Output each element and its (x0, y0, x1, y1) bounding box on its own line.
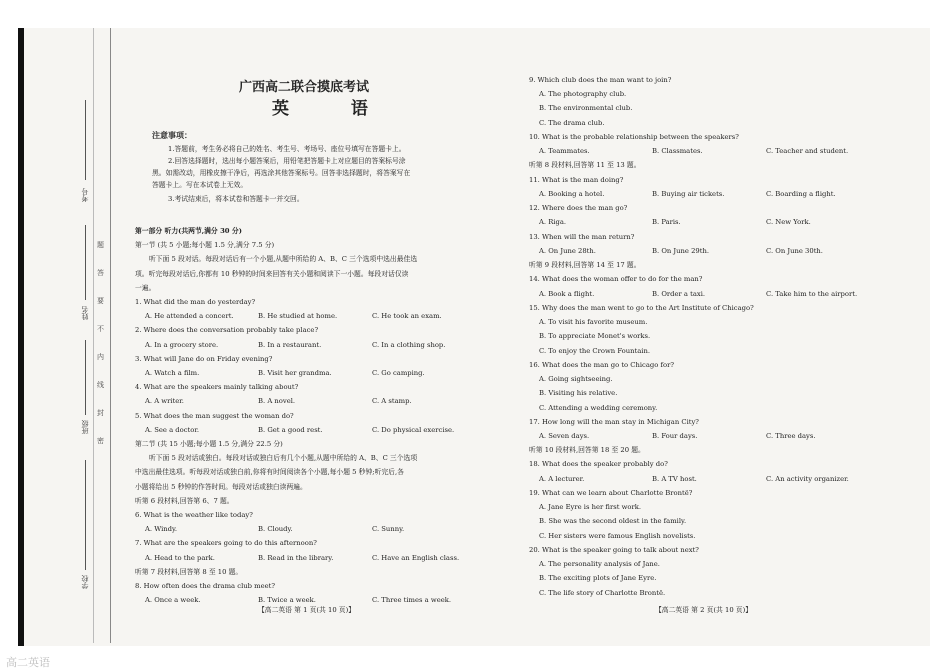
margin-label-exam-number: 考号 (81, 188, 89, 202)
answer-option: B. Classmates. (652, 147, 703, 156)
answer-option: A. Riga. (539, 218, 567, 227)
answer-option: C. Three days. (766, 432, 816, 440)
page-footer-left: 【高二英语 第 1 页(共 10 页)】 (258, 606, 356, 614)
question-text: 11. What is the man doing? (529, 175, 624, 184)
answer-option: B. Order a taxi. (652, 289, 706, 298)
exam-title: 广西高二联合摸底考试 (239, 80, 370, 95)
answer-option: C. A stamp. (372, 397, 412, 406)
answer-option: B. Cloudy. (258, 525, 293, 534)
answer-option: A. Jane Eyre is her first work. (539, 503, 642, 512)
instruction-text: 听下面 5 段对话。每段对话后有一个小题,从题中所给的 A、B、C 三个选项中选出最佳选 (149, 255, 418, 264)
question-text: 4. What are the speakers mainly talking about? (135, 383, 299, 392)
binding-line (110, 28, 111, 643)
instruction-text: 第二节 (共 15 小题;每小题 1.5 分,满分 22.5 分) (135, 440, 283, 448)
answer-option: C. In a clothing shop. (372, 340, 446, 349)
instruction-text: 第一节 (共 5 小题;每小题 1.5 分,满分 7.5 分) (135, 241, 275, 250)
answer-option: B. A novel. (258, 397, 296, 406)
answer-option: C. To enjoy the Crown Fountain. (539, 346, 651, 355)
answer-option: C. Three times a week. (372, 596, 452, 605)
fill-line (85, 460, 86, 570)
answer-option: B. In a restaurant. (258, 340, 322, 349)
question-text: 3. What will Jane do on Friday evening? (135, 354, 273, 363)
answer-option: B. Get a good rest. (258, 425, 323, 434)
question-text: 2. Where does the conversation probably take place? (135, 326, 319, 335)
instruction-text: 一遍。 (135, 283, 156, 292)
answer-option: A. The personality analysis of Jane. (539, 560, 660, 569)
instruction-text: 听下面 5 段对话或独白。每段对话或独白后有几个小题,从题中所给的 A、B、C 三个选项 (149, 454, 418, 463)
seal-char: 题 (97, 241, 104, 249)
instruction-text: 听第 10 段材料,回答第 18 至 20 题。 (529, 446, 645, 455)
fill-line (85, 100, 86, 180)
answer-option: B. Four days. (652, 432, 698, 440)
answer-option: B. Read in the library. (258, 553, 334, 562)
question-text: 16. What does the man go to Chicago for? (529, 360, 675, 369)
answer-option: B. He studied at home. (258, 312, 338, 321)
answer-option: C. Do physical exercise. (372, 425, 455, 434)
question-text: 13. When will the man return? (529, 232, 635, 241)
notes-heading: 注意事项： (152, 130, 192, 140)
notes-line: 黑。如需改动，用橡皮擦干净后，再选涂其他答案标号。回答非选择题时，将答案写在 (152, 169, 411, 177)
answer-option: A. He attended a concert. (145, 312, 234, 321)
binding-line-outer (93, 28, 94, 643)
answer-option: C. Have an English class. (372, 553, 460, 562)
answer-option: A. Going sightseeing. (539, 375, 613, 384)
margin-label-school: 学校 (81, 575, 89, 589)
question-text: 7. What are the speakers going to do this afternoon? (135, 539, 317, 548)
instruction-text: 听第 7 段材料,回答第 8 至 10 题。 (135, 567, 243, 576)
answer-option: B. The environmental club. (539, 104, 633, 113)
instruction-text: 听第 9 段材料,回答第 14 至 17 题。 (529, 261, 641, 270)
answer-option: C. Her sisters were famous English novelists. (539, 531, 696, 540)
answer-option: A. In a grocery store. (145, 340, 219, 349)
seal-char: 不 (97, 325, 104, 333)
answer-option: A. A writer. (145, 397, 184, 406)
question-text: 14. What does the woman offer to do for the man? (529, 275, 703, 284)
answer-option: A. Windy. (145, 525, 178, 534)
answer-option: C. New York. (766, 218, 811, 227)
fill-line (85, 225, 86, 300)
subject-title: 英 语 (272, 99, 396, 119)
question-text: 15. Why does the man went to go to the Art Institute of Chicago? (529, 303, 754, 312)
instruction-text: 小题将给出 5 秒钟的作答时间。每段对话或独白读两遍。 (135, 482, 307, 491)
answer-option: B. A TV host. (652, 474, 697, 483)
question-text: 18. What does the speaker probably do? (529, 460, 668, 469)
seal-char: 要 (97, 297, 104, 305)
seal-char: 答 (97, 269, 104, 277)
notes-line: 1.答题前，考生务必将自己的姓名、考生号、考场号、座位号填写在答题卡上。 (168, 145, 406, 153)
answer-option: A. On June 28th. (539, 246, 596, 255)
answer-option: C. An activity organizer. (766, 474, 849, 483)
question-text: 9. Which club does the man want to join? (529, 76, 672, 84)
answer-option: C. The life story of Charlotte Brontë. (539, 588, 666, 597)
instruction-text: 中选出最佳选项。听每段对话或独白前,你将有时间阅读各个小题,每小题 5 秒钟;听完后,各 (135, 468, 404, 477)
page-footer-right: 【高二英语 第 2 页(共 10 页)】 (655, 606, 753, 614)
answer-option: B. Twice a week. (258, 596, 316, 605)
answer-option: A. To visit his favorite museum. (539, 318, 648, 327)
answer-option: A. The photography club. (539, 90, 627, 99)
question-text: 6. What is the weather like today? (135, 511, 253, 519)
instruction-text: 第一部分 听力(共两节,满分 30 分) (135, 227, 242, 235)
seal-char: 密 (97, 437, 104, 445)
notes-line: 3.考试结束后，将本试卷和答题卡一并交回。 (168, 195, 304, 203)
answer-option: C. Teacher and student. (766, 147, 849, 156)
answer-option: B. On June 29th. (652, 246, 710, 255)
answer-option: C. Go camping. (372, 369, 425, 377)
question-text: 8. How often does the drama club meet? (135, 582, 275, 590)
notes-line: 答题卡上。写在本试卷上无效。 (152, 181, 248, 189)
answer-option: B. Visiting his relative. (539, 389, 618, 398)
question-text: 5. What does the man suggest the woman do? (135, 411, 294, 420)
answer-option: B. Paris. (652, 218, 681, 227)
instruction-text: 听第 8 段材料,回答第 11 至 13 题。 (529, 161, 641, 170)
answer-option: A. Head to the park. (145, 553, 215, 562)
margin-label-name: 姓名 (81, 306, 89, 320)
answer-option: C. Attending a wedding ceremony. (539, 403, 658, 412)
answer-option: B. The exciting plots of Jane Eyre. (539, 574, 657, 583)
question-text: 1. What did the man do yesterday? (135, 298, 256, 306)
answer-option: C. Boarding a flight. (766, 189, 836, 198)
answer-option: B. Visit her grandma. (258, 369, 332, 377)
answer-option: A. Booking a hotel. (539, 189, 605, 198)
fill-line (85, 340, 86, 415)
scan-edge (18, 28, 24, 646)
answer-option: A. Seven days. (539, 432, 590, 440)
answer-option: A. Teammates. (539, 147, 590, 156)
seal-char: 内 (97, 353, 104, 361)
answer-option: A. Book a flight. (539, 289, 595, 298)
answer-option: B. She was the second oldest in the family. (539, 517, 687, 526)
margin-label-class: 班级 (81, 420, 89, 434)
answer-option: C. Sunny. (372, 525, 405, 534)
answer-option: A. See a doctor. (145, 425, 200, 434)
question-text: 19. What can we learn about Charlotte Brontë? (529, 488, 693, 497)
answer-option: A. Once a week. (145, 596, 201, 605)
instruction-text: 听第 6 段材料,回答第 6、7 题。 (135, 496, 234, 505)
question-text: 10. What is the probable relationship between the speakers? (529, 132, 739, 141)
answer-option: C. He took an exam. (372, 312, 442, 321)
seal-char: 线 (97, 381, 104, 389)
notes-line: 2.回答选择题时，选出每小题答案后，用铅笔把答题卡上对应题目的答案标号涂 (168, 157, 406, 165)
question-text: 17. How long will the man stay in Michigan City? (529, 417, 699, 426)
image-caption: 高二英语 (6, 656, 50, 669)
answer-option: A. A lecturer. (539, 474, 585, 483)
answer-option: C. The drama club. (539, 118, 605, 127)
answer-option: B. Buying air tickets. (652, 189, 725, 198)
question-text: 20. What is the speaker going to talk about next? (529, 545, 699, 554)
seal-char: 封 (97, 409, 104, 417)
question-text: 12. Where does the man go? (529, 204, 628, 213)
answer-option: C. Take him to the airport. (766, 289, 858, 298)
answer-option: C. On June 30th. (766, 246, 823, 255)
answer-option: B. To appreciate Monet's works. (539, 332, 651, 341)
answer-option: A. Watch a film. (145, 369, 200, 377)
instruction-text: 项。听完每段对话后,你都有 10 秒钟的时间来回答有关小题和阅读下一小题。每段对话仅读 (135, 269, 409, 278)
